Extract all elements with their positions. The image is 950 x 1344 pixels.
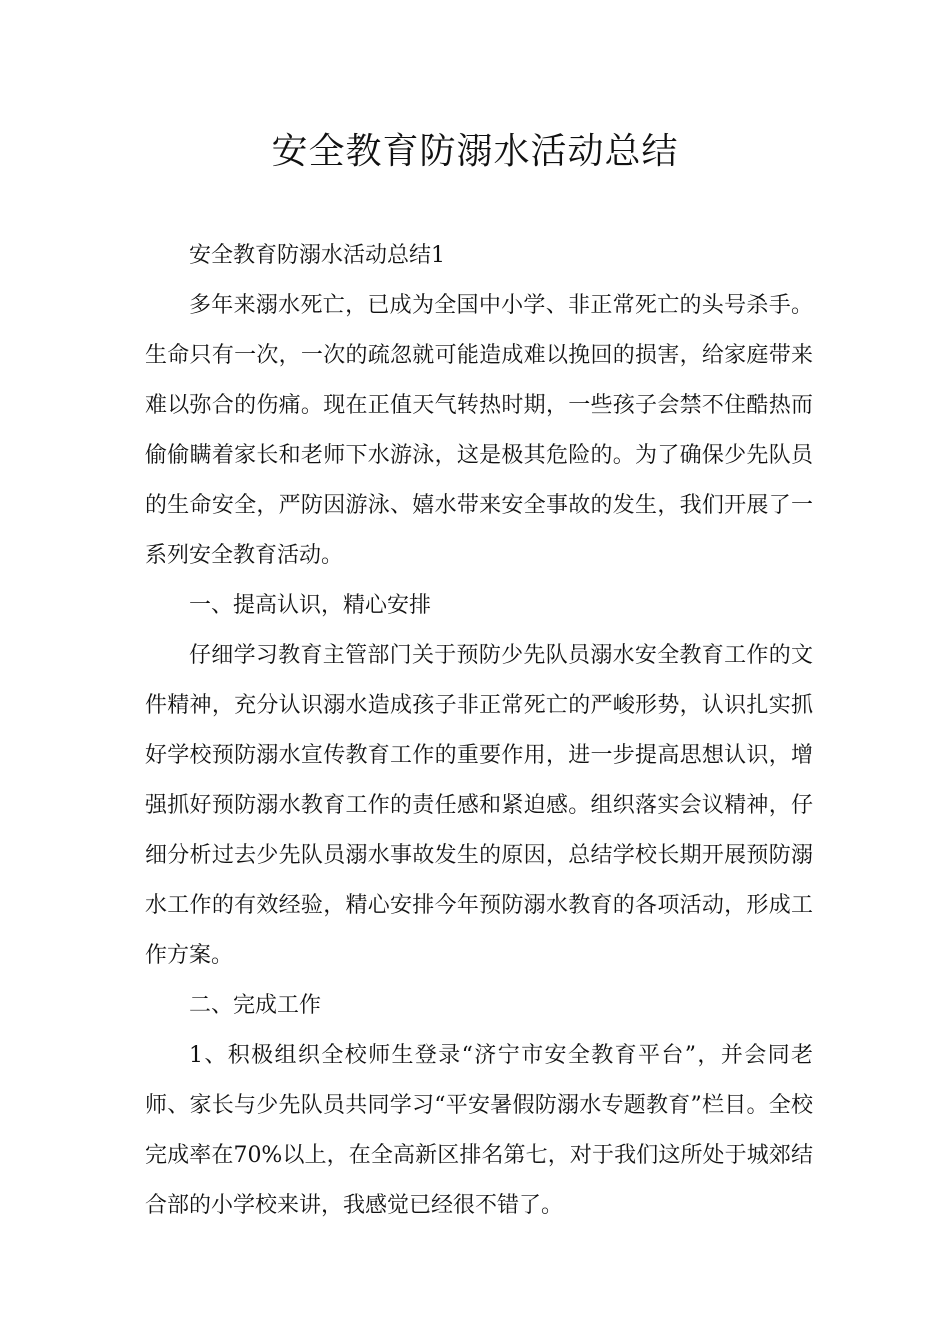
intro-paragraph: 多年来溺水死亡，已成为全国中小学、非正常死亡的头号杀手。生命只有一次，一次的疏忽就可能造成难以挽回的损害，给家庭带来难以弥合的伤痛。现在正值天气转热时期，一些孩子会禁不住酷热而偷偷瞒着家长和老师下水游泳，这是极其危险的。为了确保少先队员的生命安全，严防因游泳、嬉水带来安全事故的发生，我们开展了一系列安全教育活动。 bbox=[145, 293, 813, 568]
document-title: 安全教育防溺水活动总结 bbox=[271, 131, 679, 172]
section-1-paragraph: 仔细学习教育主管部门关于预防少先队员溺水安全教育工作的文件精神，充分认识溺水造成孩子非正常死亡的严峻形势，认识扎实抓好学校预防溺水宣传教育工作的重要作用，进一步提高思想认识，增强抓好预防溺水教育工作的责任感和紧迫感。组织落实会议精神，仔细分析过去少先队员溺水事故发生的原因，总结学校长期开展预防溺水工作的有效经验，精心安排今年预防溺水教育的各项活动，形成工作方案。 bbox=[145, 643, 813, 968]
section-heading-2: 二、完成工作 bbox=[189, 993, 322, 1018]
document-body bbox=[145, 231, 813, 1231]
subtitle-paragraph: 安全教育防溺水活动总结1 bbox=[189, 243, 445, 268]
section-heading-1: 一、提高认识，精心安排 bbox=[189, 593, 432, 618]
section-2-paragraph: 1、积极组织全校师生登录“济宁市安全教育平台”，并会同老师、家长与少先队员共同学习“平安暑假防溺水专题教育”栏目。全校完成率在70%以上，在全高新区排名第七，对于我们这所处于城郊结合部的小学校来讲，我感觉已经很不错了。 bbox=[145, 1043, 813, 1218]
